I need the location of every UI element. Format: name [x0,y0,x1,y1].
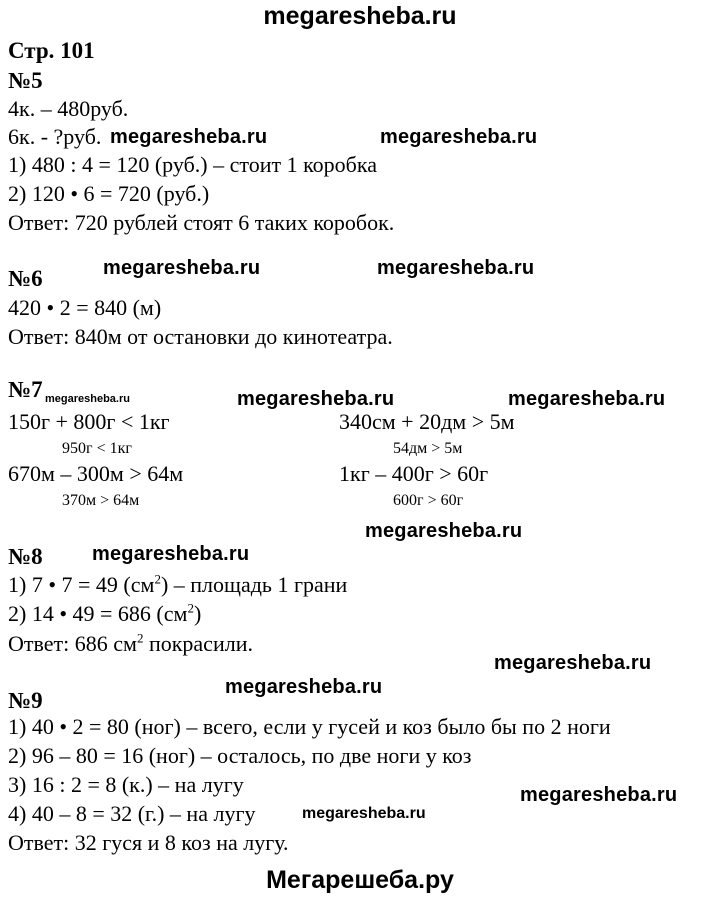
task9-answer: Ответ: 32 гуся и 8 коз на лугу. [8,830,289,855]
task7-left-2: 950г < 1кг [62,440,132,457]
task7-right-1: 340см + 20дм > 5м [339,409,515,434]
watermark: megaresheba.ru [520,784,678,806]
watermark: megaresheba.ru [110,126,268,148]
task7-right-4: 600г > 60г [393,492,464,509]
page-label: Стр. 101 [8,38,95,63]
watermark: megaresheba.ru [92,543,250,565]
header-watermark: megaresheba.ru [263,2,457,30]
watermark: megaresheba.ru [103,257,261,279]
watermark: megaresheba.ru [508,388,666,410]
watermark: megaresheba.ru [302,805,426,822]
task5-line-1: 4к. – 480руб. [8,96,129,121]
task8-title: №8 [8,544,43,569]
task7-left-4: 370м > 64м [62,492,140,509]
watermark: megaresheba.ru [377,257,535,279]
task7-title: №7 [8,377,43,402]
watermark: megaresheba.ru [494,652,652,674]
task8-answer: Ответ: 686 $см^2$ покрасили. [8,630,253,656]
task8-line-2: 2) 14 • 49 = 686 $(см^2)$ [8,600,202,626]
watermark: megaresheba.ru [237,388,395,410]
task7-left-1: 150г + 800г < 1кг [8,409,170,434]
watermark: megaresheba.ru [225,676,383,698]
task5-line-2: 6к. - ?руб. [8,124,102,149]
task7-left-3: 670м – 300м > 64м [8,461,184,486]
task5-answer: Ответ: 720 рублей стоят 6 таких коробок. [8,210,395,235]
task5-line-3: 1) 480 : 4 = 120 (руб.) – стоит 1 коробка [8,152,377,177]
watermark: megaresheba.ru [365,520,523,542]
task5-line-4: 2) 120 • 6 = 720 (руб.) [8,181,210,206]
watermark: megaresheba.ru [380,126,538,148]
task9-line-2: 2) 96 – 80 = 16 (ног) – осталось, по две ноги у коз [8,743,472,768]
task9-line-3: 3) 16 : 2 = 8 (к.) – на лугу [8,772,244,797]
task6-line-1: 420 • 2 = 840 (м) [8,295,162,320]
task6-title: №6 [8,266,43,291]
task9-line-1: 1) 40 • 2 = 80 (ног) – всего, если у гусей и коз было бы по 2 ноги [8,714,611,739]
task5-title: №5 [8,68,43,93]
task7-right-3: 1кг – 400г > 60г [339,461,489,486]
task9-title: №9 [8,688,43,713]
task9-line-4: 4) 40 – 8 = 32 (г.) – на лугу [8,801,256,826]
watermark: megaresheba.ru [45,393,130,405]
task8-line-1: 1) 7 • 7 = 49 $(см^2)$ – площадь 1 грани [8,571,348,597]
task6-answer: Ответ: 840м от остановки до кинотеатра. [8,324,393,349]
footer-watermark: Мегарешеба.ру [266,866,454,894]
task7-right-2: 54дм > 5м [393,440,463,457]
